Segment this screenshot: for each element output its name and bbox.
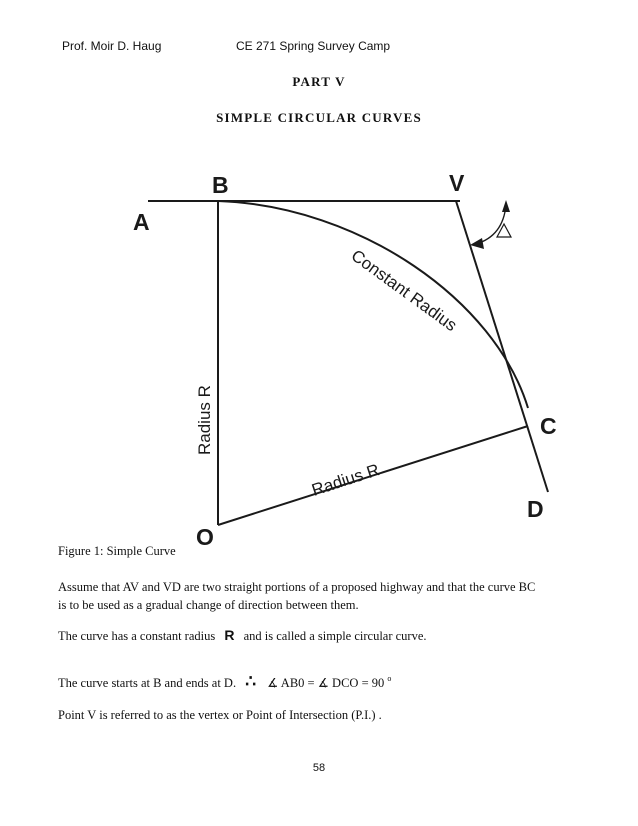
point-label-a: A <box>133 209 150 235</box>
paragraph-1-line-2: is to be used as a gradual change of direction between them. <box>58 598 359 612</box>
paragraph-1-line-1: Assume that AV and VD are two straight portions of a proposed highway and that the curve BC <box>58 580 536 594</box>
tangent-line-vd <box>456 201 548 492</box>
arc-label: Constant Radius <box>347 245 461 336</box>
curve-arc-bc <box>218 201 528 408</box>
point-label-d: D <box>527 496 544 522</box>
paragraph-2-post: and is called a simple circular curve. <box>243 629 427 643</box>
paragraph-4: Point V is referred to as the vertex or Point of Intersection (P.I.) . <box>58 708 382 722</box>
page-number: 58 <box>312 762 326 774</box>
radius-label-vertical: Radius R <box>195 385 214 455</box>
header-author: Prof. Moir D. Haug <box>62 39 162 53</box>
radius-label-oblique: Radius R <box>309 460 382 500</box>
paragraph-2-pre: The curve has a constant radius <box>58 629 216 643</box>
therefore-symbol: ∴ <box>245 672 257 691</box>
point-label-v: V <box>449 170 465 196</box>
degree-symbol: o <box>387 674 392 683</box>
paragraph-3-pre: The curve starts at B and ends at D. <box>58 676 237 690</box>
arrowhead-left <box>470 238 484 249</box>
header-course: CE 271 Spring Survey Camp <box>236 39 391 53</box>
point-label-o: O <box>196 524 214 550</box>
radius-symbol: R <box>224 627 235 643</box>
paragraph-2 <box>58 627 427 644</box>
deflection-angle-arrow <box>476 205 506 244</box>
angle-ab0: ∡ AB0 = <box>267 676 315 690</box>
arrowhead-up <box>502 200 510 212</box>
point-label-c: C <box>540 413 557 439</box>
paragraph-3 <box>58 672 391 692</box>
section-title: SIMPLE CIRCULAR CURVES <box>216 110 422 125</box>
point-label-b: B <box>212 172 229 198</box>
part-title: PART V <box>292 74 346 89</box>
angle-dco: ∡ DCO = 90 <box>317 676 385 690</box>
figure-caption: Figure 1: Simple Curve <box>58 544 176 558</box>
